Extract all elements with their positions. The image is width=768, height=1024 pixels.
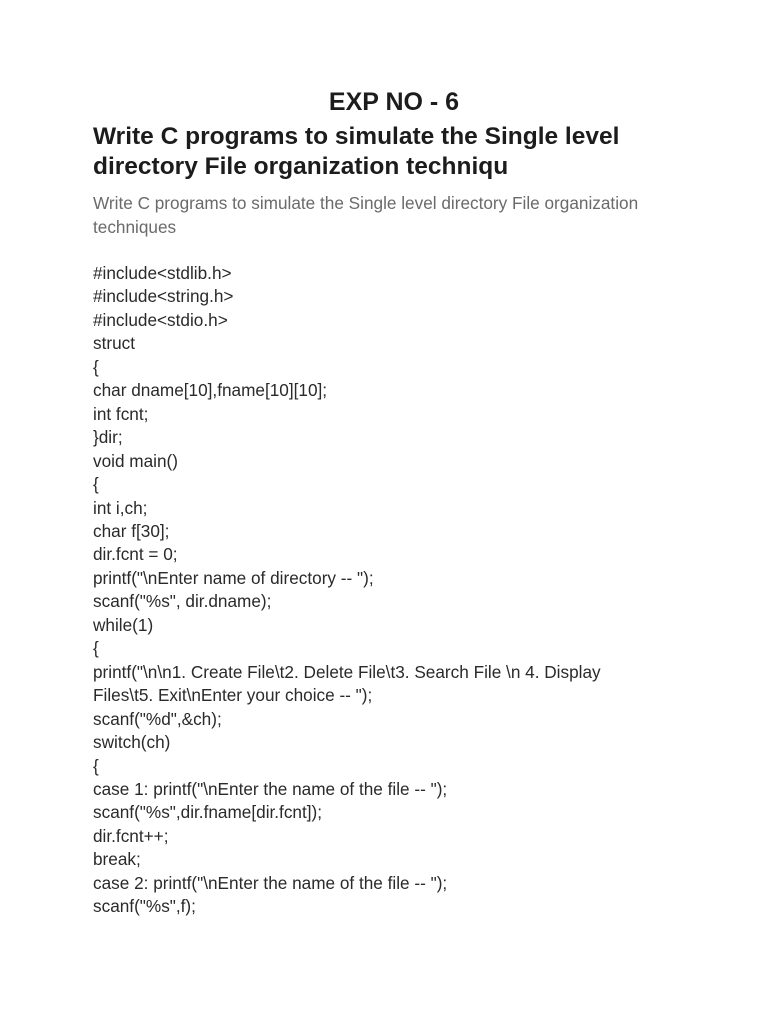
heading-line-1: Write C programs to simulate the Single level — [93, 123, 620, 150]
heading-line-2: directory File organization techniqu — [93, 153, 509, 180]
code-line: { — [93, 356, 99, 377]
code-line: void main() — [93, 450, 179, 471]
code-line: Files\t5. Exit\nEnter your choice -- "); — [93, 685, 373, 706]
code-line: { — [93, 638, 99, 659]
code-line: scanf("%d",&ch); — [93, 708, 222, 729]
code-line: #include<stdio.h> — [93, 309, 228, 330]
code-line: dir.fcnt = 0; — [93, 544, 178, 565]
code-line: #include<string.h> — [93, 286, 234, 307]
code-line: scanf("%s",dir.fname[dir.fcnt]); — [93, 802, 323, 823]
document-subtitle — [93, 192, 733, 239]
code-line: scanf("%s", dir.dname); — [93, 591, 272, 612]
code-line: scanf("%s",f); — [93, 896, 196, 917]
code-line: switch(ch) — [93, 732, 171, 753]
code-line: { — [93, 474, 99, 495]
code-line: dir.fcnt++; — [93, 825, 169, 846]
code-line: printf("\n\n1. Create File\t2. Delete File\t3. Search File \n 4. Display — [93, 661, 601, 682]
code-line: int i,ch; — [93, 497, 148, 518]
code-line: struct — [93, 333, 136, 354]
code-line: while(1) — [93, 614, 154, 635]
subtitle-line-2: techniques — [93, 216, 177, 237]
code-line: { — [93, 755, 99, 776]
document-heading — [93, 122, 733, 182]
code-line: #include<stdlib.h> — [93, 263, 232, 283]
code-line: case 1: printf("\nEnter the name of the file -- "); — [93, 778, 448, 799]
code-line: case 2: printf("\nEnter the name of the file -- "); — [93, 872, 448, 893]
experiment-number-title: EXP NO - 6 — [328, 88, 460, 116]
code-line: printf("\nEnter name of directory -- "); — [93, 567, 374, 588]
code-listing — [93, 262, 733, 919]
code-line: break; — [93, 849, 141, 870]
code-line: int fcnt; — [93, 403, 149, 424]
code-line: char dname[10],fname[10][10]; — [93, 380, 328, 401]
code-line: char f[30]; — [93, 520, 170, 541]
subtitle-line-1: Write C programs to simulate the Single level directory File organization — [93, 193, 639, 213]
code-line: }dir; — [93, 427, 123, 448]
